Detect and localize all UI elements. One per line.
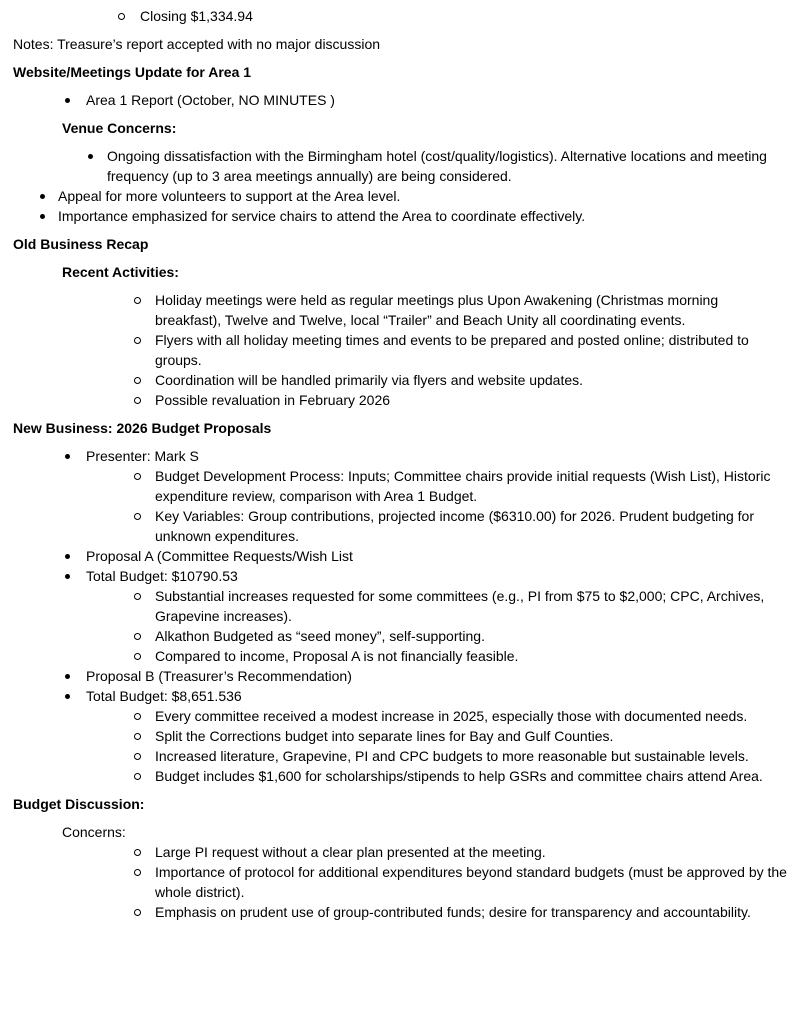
list-item [0, 146, 788, 186]
list-item-text: Increased literature, Grapevine, PI and CPC budgets to more reasonable but sustainable levels. [155, 748, 749, 764]
circle-bullet-icon [134, 513, 141, 520]
circle-bullet-icon [134, 753, 141, 760]
circle-bullet-icon [134, 849, 141, 856]
list-item [0, 902, 788, 922]
list-item [0, 466, 788, 506]
list-item [0, 726, 788, 746]
circle-bullet-icon [134, 473, 141, 480]
list-item [0, 746, 788, 766]
disc-bullet-icon [65, 454, 70, 459]
list-item [0, 586, 788, 626]
circle-bullet-icon [134, 869, 141, 876]
list-item-text: Total Budget: $8,651.536 [86, 688, 242, 704]
list-item-text: Key Variables: Group contributions, projected income ($6310.00) for 2026. Prudent budgeting for unknown expenditures. [155, 508, 754, 544]
list-item-text: Presenter: Mark S [86, 448, 199, 464]
list-item-text: Every committee received a modest increase in 2025, especially those with documented needs. [155, 708, 748, 724]
list-item [0, 706, 788, 726]
list-item [0, 186, 788, 206]
circle-bullet-icon [134, 909, 141, 916]
list-item-text: Budget includes $1,600 for scholarships/stipends to help GSRs and committee chairs attend Area. [155, 768, 763, 784]
list-item [0, 566, 788, 586]
list-item-text: Importance of protocol for additional expenditures beyond standard budgets (must be approved by the whole district). [155, 864, 787, 900]
circle-bullet-icon [134, 397, 141, 404]
circle-bullet-icon [134, 653, 141, 660]
list-item-text: Substantial increases requested for some committees (e.g., PI from $75 to $2,000; CPC, Archives, Grapevine increases). [155, 588, 765, 624]
list-item [0, 546, 788, 566]
circle-bullet-icon [134, 377, 141, 384]
circle-bullet-icon [134, 297, 141, 304]
disc-bullet-icon [65, 554, 70, 559]
disc-bullet-icon [65, 674, 70, 679]
list-item-text: Split the Corrections budget into separate lines for Bay and Gulf Counties. [155, 728, 614, 744]
list-item [0, 862, 788, 902]
circle-bullet-icon [134, 773, 141, 780]
list-item [0, 6, 788, 26]
list-item-text: Flyers with all holiday meeting times and events to be prepared and posted online; distributed to groups. [155, 332, 749, 368]
list-item-text: Ongoing dissatisfaction with the Birmingham hotel (cost/quality/logistics). Alternative locations and meeting frequency (up to 3 area meetings annually) are being considered. [107, 148, 767, 184]
heading-budget-discussion: Budget Discussion: [13, 796, 145, 812]
list-item-text: Coordination will be handled primarily via flyers and website updates. [155, 372, 584, 388]
list-item [0, 290, 788, 330]
list-item-text: Compared to income, Proposal A is not financially feasible. [155, 648, 519, 664]
list-item [0, 90, 788, 110]
list-item [0, 766, 788, 786]
label-concerns: Concerns: [62, 824, 126, 840]
circle-bullet-icon [118, 13, 125, 20]
list-item [0, 446, 788, 466]
list-item-text: Emphasis on prudent use of group-contributed funds; desire for transparency and accountability. [155, 904, 751, 920]
list-item-text: Proposal A (Committee Requests/Wish List [86, 548, 353, 564]
list-item-text: Proposal B (Treasurer’s Recommendation) [86, 668, 352, 684]
list-item [0, 506, 788, 546]
heading-website-meetings-update: Website/Meetings Update for Area 1 [13, 64, 252, 80]
disc-bullet-icon [65, 694, 70, 699]
list-item [0, 666, 788, 686]
circle-bullet-icon [134, 337, 141, 344]
circle-bullet-icon [134, 733, 141, 740]
list-item-text: Alkathon Budgeted as “seed money”, self-supporting. [155, 628, 485, 644]
list-item [0, 370, 788, 390]
paragraph-notes: Notes: Treasure’s report accepted with no major discussion [13, 36, 381, 52]
list-item [0, 626, 788, 646]
circle-bullet-icon [134, 713, 141, 720]
list-item [0, 206, 788, 226]
list-item-text: Budget Development Process: Inputs; Committee chairs provide initial requests (Wish List), Historic expenditure review, comparison with Area 1 Budget. [155, 468, 771, 504]
list-item-text: Holiday meetings were held as regular meetings plus Upon Awakening (Christmas morning breakfast), Twelve and Twelve, local “Trailer” and Beach Unity all coordinating events. [155, 292, 719, 328]
list-item-text: Closing $1,334.94 [140, 8, 253, 24]
subheading-venue-concerns: Venue Concerns: [62, 120, 177, 136]
disc-bullet-icon [40, 214, 45, 219]
circle-bullet-icon [134, 633, 141, 640]
list-item-text: Total Budget: $10790.53 [86, 568, 238, 584]
list-item [0, 646, 788, 666]
heading-old-business-recap: Old Business Recap [13, 236, 149, 252]
list-item-text: Possible revaluation in February 2026 [155, 392, 391, 408]
list-item-text: Large PI request without a clear plan presented at the meeting. [155, 844, 546, 860]
disc-bullet-icon [88, 154, 93, 159]
circle-bullet-icon [134, 593, 141, 600]
list-item [0, 390, 788, 410]
subheading-recent-activities: Recent Activities: [62, 264, 179, 280]
heading-new-business-budget-proposals: New Business: 2026 Budget Proposals [13, 420, 272, 436]
list-item-text: Area 1 Report (October, NO MINUTES ) [86, 92, 335, 108]
list-item-text: Appeal for more volunteers to support at the Area level. [58, 188, 401, 204]
list-item-text: Importance emphasized for service chairs to attend the Area to coordinate effectively. [58, 208, 586, 224]
disc-bullet-icon [65, 98, 70, 103]
disc-bullet-icon [65, 574, 70, 579]
list-item [0, 842, 788, 862]
disc-bullet-icon [40, 194, 45, 199]
list-item [0, 330, 788, 370]
list-item [0, 686, 788, 706]
